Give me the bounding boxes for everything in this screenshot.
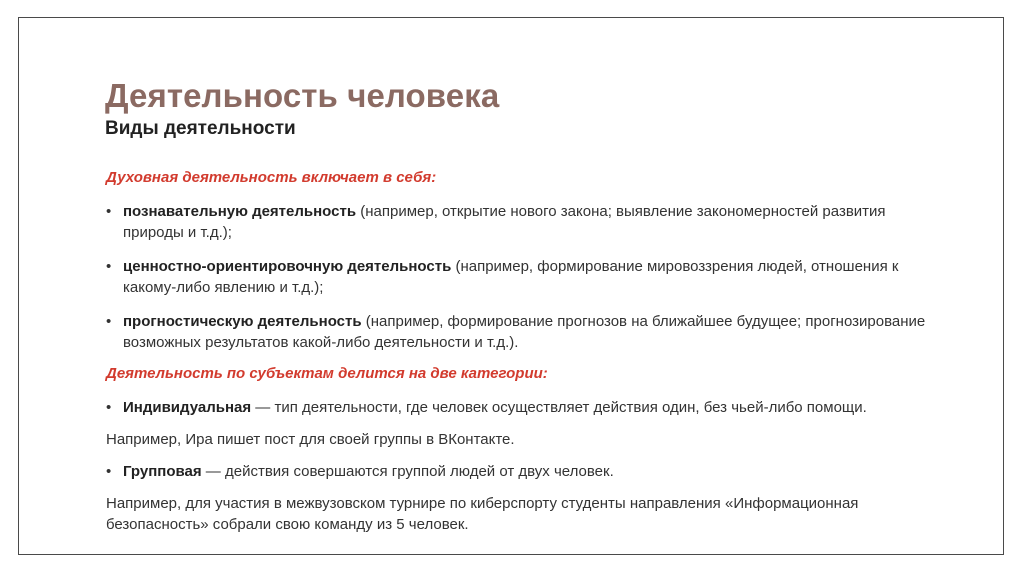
list-item-text: (например, формирование мировоззрения людей, отношения к какому-либо явлению и т.д.);	[123, 258, 899, 296]
list-item	[106, 201, 926, 243]
example-individual: Например, Ира пишет пост для своей группы в ВКонтакте.	[106, 431, 515, 448]
list-item	[106, 311, 926, 353]
list-item-text: — тип деятельности, где человек осуществляет действия один, без чьей-либо помощи.	[251, 399, 867, 416]
example-group: Например, для участия в межвузовском турнире по киберспорту студенты направления «Информационная безопасность» собрали свою команду из 5 человек.	[106, 495, 859, 533]
bullet-icon: •	[106, 203, 112, 220]
list-item-term: Индивидуальная	[123, 399, 252, 416]
section-heading-spiritual: Духовная деятельность включает в себя:	[106, 169, 437, 186]
slide-title: Деятельность человека	[105, 77, 500, 114]
list-item-individual	[106, 397, 926, 418]
bullet-icon: •	[106, 313, 112, 330]
bullet-icon: •	[106, 463, 112, 480]
list-item-text: (например, открытие нового закона; выявление закономерностей развития природы и т.д.);	[123, 203, 886, 241]
slide-subtitle: Виды деятельности	[105, 118, 296, 139]
bullet-icon: •	[106, 258, 112, 275]
list-item-group	[106, 461, 926, 482]
list-item	[106, 256, 926, 298]
list-item-text: — действия совершаются группой людей от двух человек.	[201, 463, 614, 480]
list-item-term: познавательную деятельность	[123, 203, 357, 220]
list-item-term: ценностно-ориентировочную деятельность	[123, 258, 452, 275]
slide-content	[106, 167, 926, 535]
list-item-term: Групповая	[123, 463, 202, 480]
list-item-term: прогностическую деятельность	[123, 313, 362, 330]
bullet-icon: •	[106, 399, 112, 416]
list-item-text: (например, формирование прогнозов на ближайшее будущее; прогнозирование возможных результатов какой-либо деятельности и т.д.).	[123, 313, 926, 351]
section-heading-subjects: Деятельность по субъектам делится на две категории:	[106, 365, 548, 382]
